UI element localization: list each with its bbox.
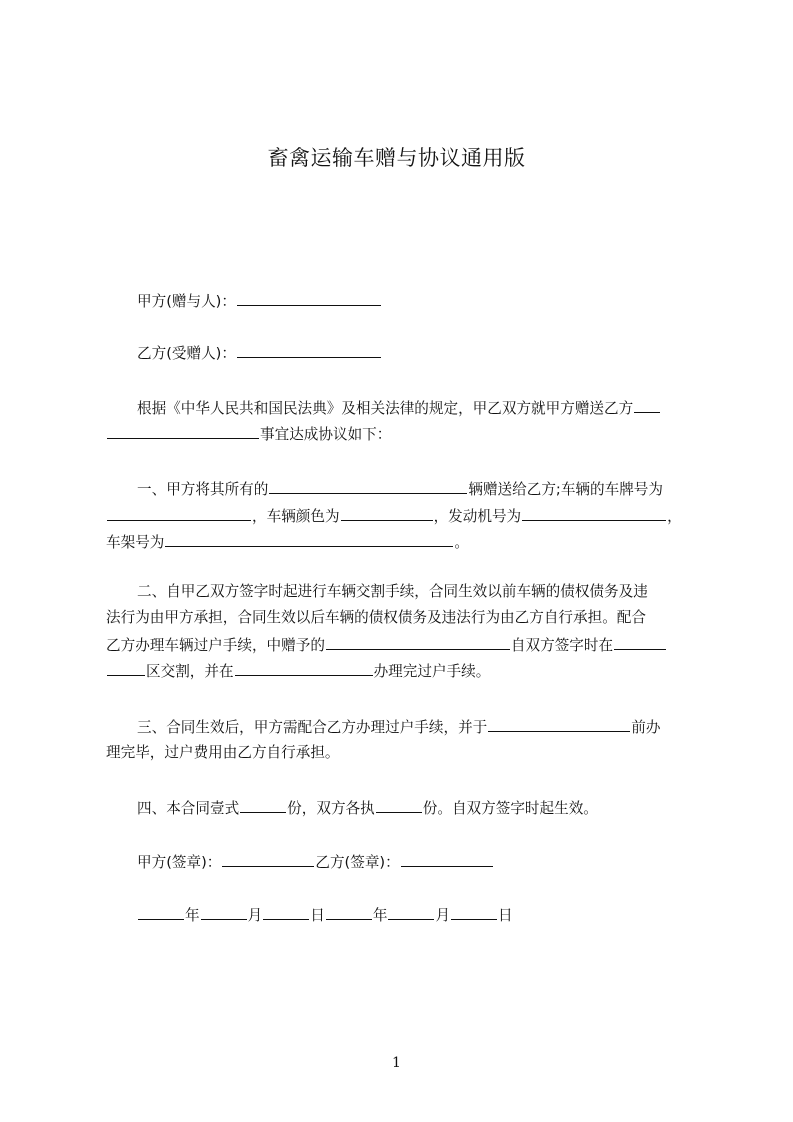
clause3-text-2: 理完毕，过户费用由乙方自行承担。: [106, 744, 340, 761]
intro-text-1: 根据《中华人民共和国民法典》及相关法律的规定，甲乙双方就甲方赠送乙方: [137, 400, 634, 417]
clause1-line-3: [106, 532, 469, 553]
clause4-each-blank: [376, 798, 422, 813]
clause1-frame-blank: [165, 532, 453, 547]
party-a-blank: [237, 291, 381, 306]
date-b-day-blank: [451, 905, 497, 920]
clause1-engine-blank: [522, 506, 666, 521]
party-a-label: 甲方(赠与人)：: [137, 293, 236, 310]
date-line: [137, 905, 513, 926]
clause3-line-1: [137, 717, 660, 738]
clause2-text-3a: 乙方办理车辆过户手续，中赠予的: [106, 637, 325, 654]
clause2-line-4: [106, 661, 490, 682]
clause3-line-2: [106, 743, 340, 763]
clause1-color-blank: [341, 506, 433, 521]
clause4-text-3: 份。自双方签字时起生效。: [422, 800, 598, 817]
clause2-text-4b: 办理完过户手续。: [373, 663, 491, 680]
clause2-gift-blank: [326, 635, 510, 650]
signature-party-b-blank: [401, 852, 493, 867]
clause3-deadline-blank: [488, 717, 630, 732]
clause1-text-1: 一、甲方将其所有的: [137, 481, 269, 498]
signature-party-a-blank: [222, 852, 314, 867]
date-a-year-label: 年: [185, 907, 200, 924]
party-b-blank: [237, 343, 381, 358]
clause2-date-blank: [235, 661, 373, 676]
date-b-year-label: 年: [372, 907, 388, 924]
clause1-line-2: [106, 506, 682, 527]
intro-line-2: [106, 424, 391, 445]
clause2-line-1: [137, 582, 648, 602]
signature-party-a-label: 甲方(签章)：: [137, 854, 222, 871]
intro-text-2: 事宜达成协议如下：: [260, 426, 392, 443]
clause4-copies-blank: [240, 798, 286, 813]
clause2-line-2: [106, 608, 646, 628]
page-number: 1: [392, 1055, 401, 1071]
clause2-text-4a: 区交割，并在: [146, 663, 234, 680]
date-a-year-blank: [138, 905, 184, 920]
clause1-line-1: [137, 479, 663, 500]
clause4-line: [137, 798, 598, 819]
clause4-text-2: 份，双方各执: [287, 800, 375, 817]
date-a-day-blank: [263, 905, 309, 920]
clause2-place-blank-1: [614, 635, 666, 650]
clause2-text-1: 二、自甲乙双方签字时起进行车辆交割手续，合同生效以前车辆的债权债务及违: [137, 583, 648, 600]
clause1-text-2: 辆赠送给乙方;车辆的车牌号为: [468, 481, 663, 498]
clause3-text-1b: 前办: [631, 719, 661, 736]
signature-line: [137, 852, 494, 873]
clause1-text-3: ，车辆颜色为: [252, 508, 340, 525]
date-a-month-blank: [201, 905, 247, 920]
clause2-text-2: 法行为由甲方承担，合同生效以后车辆的债权债务及违法行为由乙方自行承担。配合: [106, 609, 646, 626]
clause3-text-1a: 三、合同生效后，甲方需配合乙方办理过户手续，并于: [137, 719, 488, 736]
clause1-text-6: 车架号为: [106, 534, 165, 551]
intro-line-1: [137, 398, 661, 419]
clause2-place-blank-2: [107, 661, 145, 676]
date-b-month-blank: [388, 905, 434, 920]
party-a-line: [137, 291, 382, 312]
clause1-text-5: ，: [667, 508, 682, 525]
clause1-vehicle-blank: [269, 479, 467, 494]
clause1-text-4: ，发动机号为: [433, 508, 522, 525]
clause1-plate-blank: [107, 506, 251, 521]
date-b-year-blank: [326, 905, 372, 920]
signature-party-b-label: 乙方(签章)：: [315, 854, 400, 871]
party-b-label: 乙方(受赠人)：: [137, 345, 236, 362]
clause2-line-3: [106, 635, 667, 656]
date-b-day-label: 日: [498, 907, 513, 924]
date-a-day-label: 日: [310, 907, 325, 924]
intro-blank-2: [107, 424, 259, 439]
clause4-text-1: 四、本合同壹式: [137, 800, 240, 817]
date-b-month-label: 月: [435, 907, 451, 924]
clause1-text-7: 。: [454, 534, 469, 551]
date-a-month-label: 月: [247, 907, 263, 924]
clause2-text-3b: 自双方签字时在: [510, 637, 614, 654]
intro-blank-1: [634, 398, 660, 413]
party-b-line: [137, 343, 382, 364]
document-title: 畜禽运输车赠与协议通用版: [267, 146, 526, 170]
